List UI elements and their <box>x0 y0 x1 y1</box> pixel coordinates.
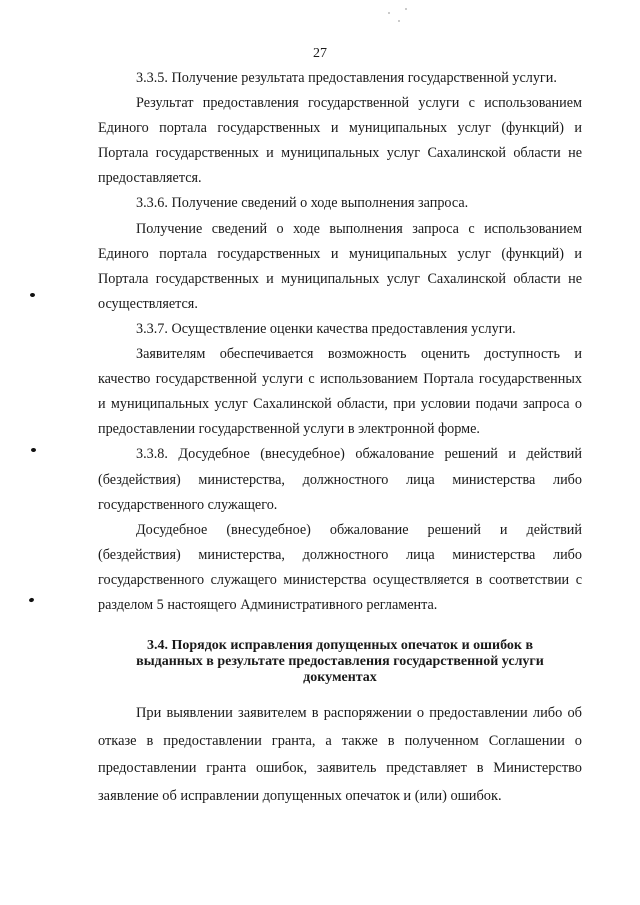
scan-hole-mark <box>30 293 35 297</box>
scan-speck <box>405 8 407 10</box>
paragraph-3-3-5-text: Результат предоставления государственной услуги с использованием Единого портала государственных и муниципальных услуг (функций) и Портала государственных и муниципальных услуг Сахалинской области не предоставляется. <box>98 95 582 187</box>
scan-hole-mark <box>31 448 36 452</box>
scan-speck <box>388 12 390 14</box>
paragraph-3-3-6-text: Получение сведений о ходе выполнения запроса с использованием Единого портала государственных и муниципальных услуг (функций) и Портала государственных и муниципальных услуг Сахалинской области не осуществляется. <box>98 220 582 312</box>
paragraph-3-4-text: При выявлении заявителем в распоряжении о предоставлении либо об отказе в предоставлении гранта, а также в полученном Соглашении о предоставлении гранта ошибок, заявитель представляет в Министерство заявление об исправлении допущенных опечаток и (или) ошибок. <box>98 705 582 804</box>
paragraph-3-3-6-title: 3.3.6. Получение сведений о ходе выполнения запроса. <box>136 195 469 212</box>
paragraph-3-3-8-title: 3.3.8. Досудебное (внесудебное) обжалование решений и действий (бездействия) министерства, должностного лица министерства либо государственного служащего. <box>98 446 582 513</box>
paragraph-3-3-8-text: Досудебное (внесудебное) обжалование решений и действий (бездействия) министерства, должностного лица министерства либо государственного служащего министерства осуществляется в соответствии с разделом 5 настоящего Административного регламента. <box>98 521 582 613</box>
scan-speck <box>398 20 400 22</box>
paragraph-3-3-7-title: 3.3.7. Осуществление оценки качества предоставления услуги. <box>136 320 516 337</box>
paragraph-3-3-5-title: 3.3.5. Получение результата предоставления государственной услуги. <box>136 70 557 86</box>
scan-hole-mark <box>28 597 34 602</box>
section-heading-3-4: 3.4. Порядок исправления допущенных опечаток и ошибок в выданных в результате предоставления государственной услуги документах <box>136 638 544 686</box>
page-number: 27 <box>313 46 327 61</box>
paragraph-3-3-7-text: Заявителям обеспечивается возможность оценить доступность и качество государственной услуги с использованием Портала государственных и муниципальных услуг Сахалинской области, при условии подачи запроса о предоставлении государственной услуги в электронной форме. <box>98 346 582 438</box>
document-body <box>98 66 582 810</box>
